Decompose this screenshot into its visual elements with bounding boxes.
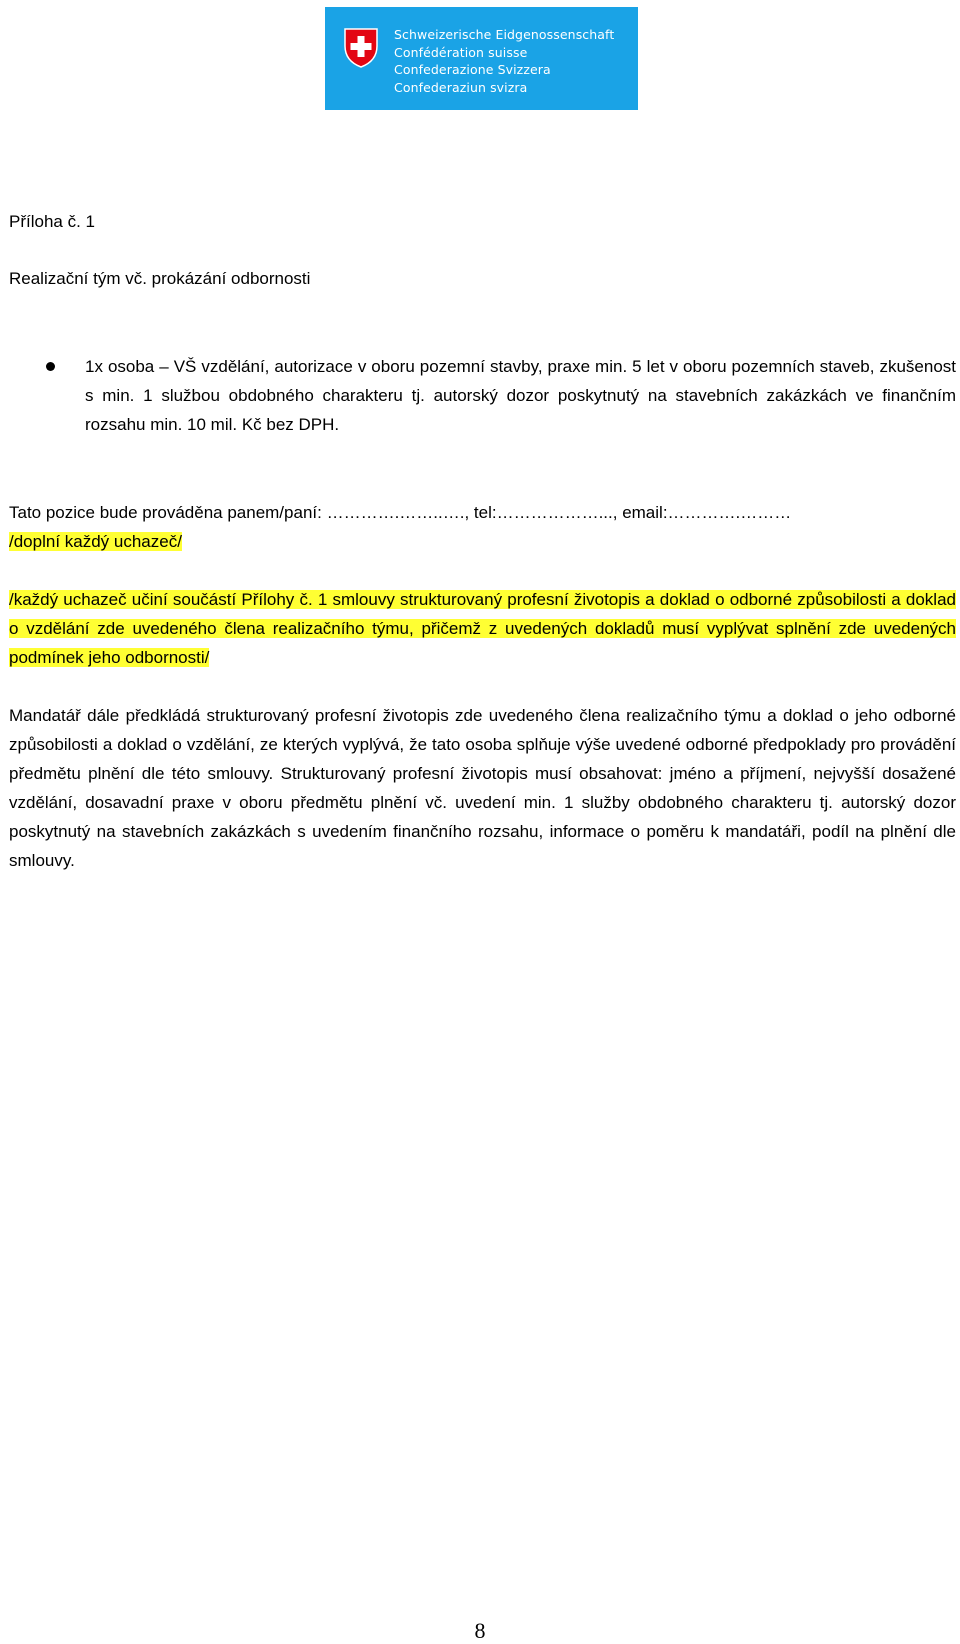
requirement-note — [9, 585, 956, 672]
page-number: 8 — [474, 1618, 486, 1643]
section-title: Realizační tým vč. prokázání odbornosti — [9, 269, 311, 288]
logo-line-italian: Confederazione Svizzera — [394, 62, 551, 77]
requirement-note-highlight: /každý uchazeč učiní součástí Přílohy č. 1 smlouvy strukturovaný profesní životopis a doklad o odborné způsobilosti a doklad o vzdělání zde uvedeného člena realizačního týmu, přičemž z uvedených dokladů musí vyplývat splnění zde uvedených podmínek jeho odbornosti/ — [9, 590, 956, 667]
bullet-item-requirement: 1x osoba – VŠ vzdělání, autorizace v oboru pozemní stavby, praxe min. 5 let v oboru pozemních staveb, zkušenost s min. 1 službou obdobného charakteru tj. autorský dozor poskytnutý na stavebních zakázkách ve finančním rozsahu min. 10 mil. Kč bez DPH. — [85, 357, 956, 434]
logo-line-german: Schweizerische Eidgenossenschaft — [394, 27, 615, 42]
logo-line-romansh: Confederaziun svizra — [394, 79, 528, 95]
annex-title: Příloha č. 1 — [9, 212, 95, 231]
fill-note-highlight: /doplní každý uchazeč/ — [9, 532, 182, 551]
logo-line-french: Confédération suisse — [394, 44, 528, 60]
swiss-shield-icon — [343, 28, 379, 68]
mandatary-paragraph: Mandatář dále předkládá strukturovaný profesní životopis zde uvedeného člena realizačního týmu a doklad o jeho odborné způsobilosti a doklad o vzdělání, ze kterých vyplývá, že tato osoba splňuje výše uvedené odborné předpoklady pro provádění předmětu plnění dle této smlouvy. Strukturovaný profesní životopis musí obsahovat: jméno a příjmení, nejvyšší dosažené vzdělání, dosavadní praxe v oboru předmětu plnění vč. uvedení min. 1 služby obdobného charakteru tj. autorský dozor poskytnutý na stavebních zakázkách s uvedením finančního rozsahu, informace o poměru k mandatáři, podíl na plnění dle smlouvy. — [9, 706, 956, 870]
bullet-icon — [46, 362, 55, 371]
swiss-confederation-logo — [325, 7, 638, 110]
fill-note — [9, 527, 182, 556]
logo-text — [394, 26, 614, 96]
position-line: Tato pozice bude prováděna panem/paní: ………….……..…., tel:………………..., email:………….……… — [9, 503, 792, 522]
